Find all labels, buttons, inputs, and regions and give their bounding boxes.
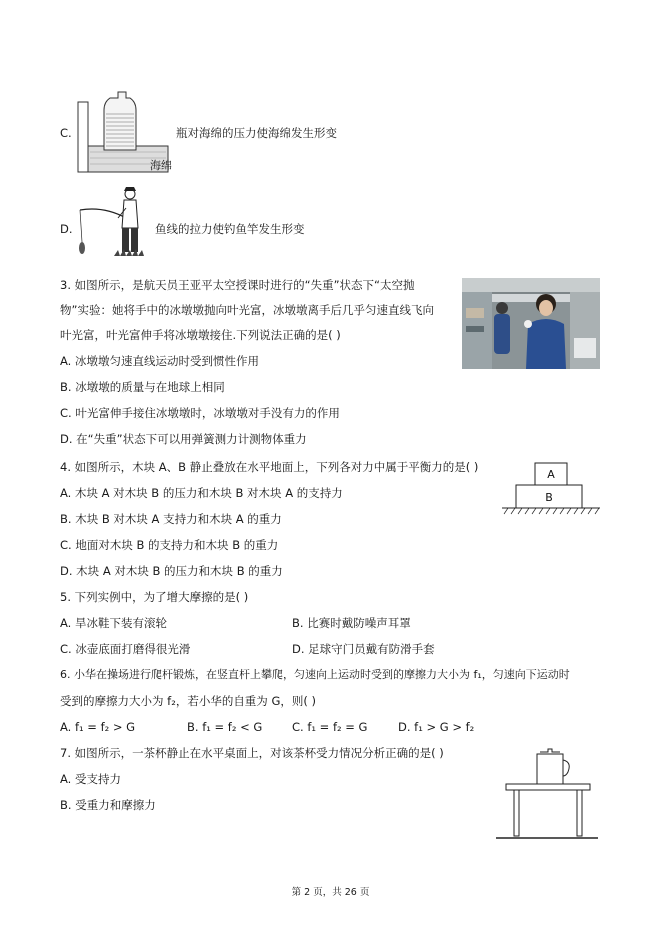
q4-stem: 4. 如图所示，木块 A、B 静止叠放在水平地面上，下列各对力中属于平衡力的是( ) (60, 460, 479, 474)
q5-option-b: B. 比赛时戴防噪声耳罩 (292, 616, 411, 630)
q7-option-b: B. 受重力和摩擦力 (60, 798, 156, 812)
teacup-table-figure (496, 746, 600, 842)
option-c-caption: 瓶对海绵的压力使海绵发生形变 (176, 126, 337, 140)
q3-option-b: B. 冰墩墩的质量与在地球上相同 (60, 380, 225, 394)
q3-option-c: C. 叶光富伸手接住冰墩墩时，冰墩墩对手没有力的作用 (60, 406, 340, 420)
q7-stem: 7. 如图所示，一茶杯静止在水平桌面上，对该茶杯受力情况分析正确的是( ) (60, 746, 444, 760)
fishing-man-figure (74, 184, 154, 264)
q3-option-d: D. 在“失重”状态下可以用弹簧测力计测物体重力 (60, 432, 307, 446)
q6-option-c: C. f₁ = f₂ = G (292, 720, 368, 734)
q6-option-d: D. f₁ > G > f₂ (398, 720, 475, 734)
stacked-blocks-figure (502, 460, 602, 518)
option-c-label: C. (60, 126, 72, 140)
q6-option-a: A. f₁ = f₂ > G (60, 720, 136, 734)
q3-stem-line3: 叶光富，叶光富伸手将冰墩墩接住.下列说法正确的是( ) (60, 328, 341, 342)
q3-option-a: A. 冰墩墩匀速直线运动时受到惯性作用 (60, 354, 259, 368)
q5-option-c: C. 冰壶底面打磨得很光滑 (60, 642, 191, 656)
q3-stem-line2: 物”实验：她将手中的冰墩墩抛向叶光富，冰墩墩离手后几乎匀速直线飞向 (60, 303, 434, 317)
q5-option-a: A. 旱冰鞋下装有滚轮 (60, 616, 167, 630)
q6-stem-line2: 受到的摩擦力大小为 f₂，若小华的自重为 G，则( ) (60, 694, 317, 708)
q5-option-d: D. 足球守门员戴有防滑手套 (292, 642, 435, 656)
q4-option-c: C. 地面对木块 B 的支持力和木块 B 的重力 (60, 538, 279, 552)
block-b-label: B (545, 491, 553, 504)
q4-option-a: A. 木块 A 对木块 B 的压力和木块 B 对木块 A 的支持力 (60, 486, 343, 500)
option-d-label: D. (60, 222, 73, 236)
option-d-caption: 鱼线的拉力使钓鱼竿发生形变 (155, 222, 305, 236)
sponge-label: 海绵 (150, 159, 172, 172)
page-footer: 第 2 页，共 26 页 (291, 887, 370, 898)
q5-stem: 5. 下列实例中，为了增大摩擦的是( ) (60, 590, 249, 604)
q4-option-d: D. 木块 A 对木块 B 的压力和木块 B 的重力 (60, 564, 283, 578)
q7-option-a: A. 受支持力 (60, 772, 121, 786)
q6-stem-line1: 6. 小华在操场进行爬杆锻炼，在竖直杆上攀爬，匀速向上运动时受到的摩擦力大小为 f₁，匀速向下运动时 (60, 668, 570, 681)
q4-option-b: B. 木块 B 对木块 A 支持力和木块 A 的重力 (60, 512, 282, 526)
block-a-label: A (547, 468, 555, 481)
space-station-photo (462, 278, 600, 369)
q6-option-b: B. f₁ = f₂ < G (187, 720, 263, 734)
q3-stem-line1: 3. 如图所示，是航天员王亚平太空授课时进行的“失重”状态下“太空抛 (60, 278, 415, 292)
